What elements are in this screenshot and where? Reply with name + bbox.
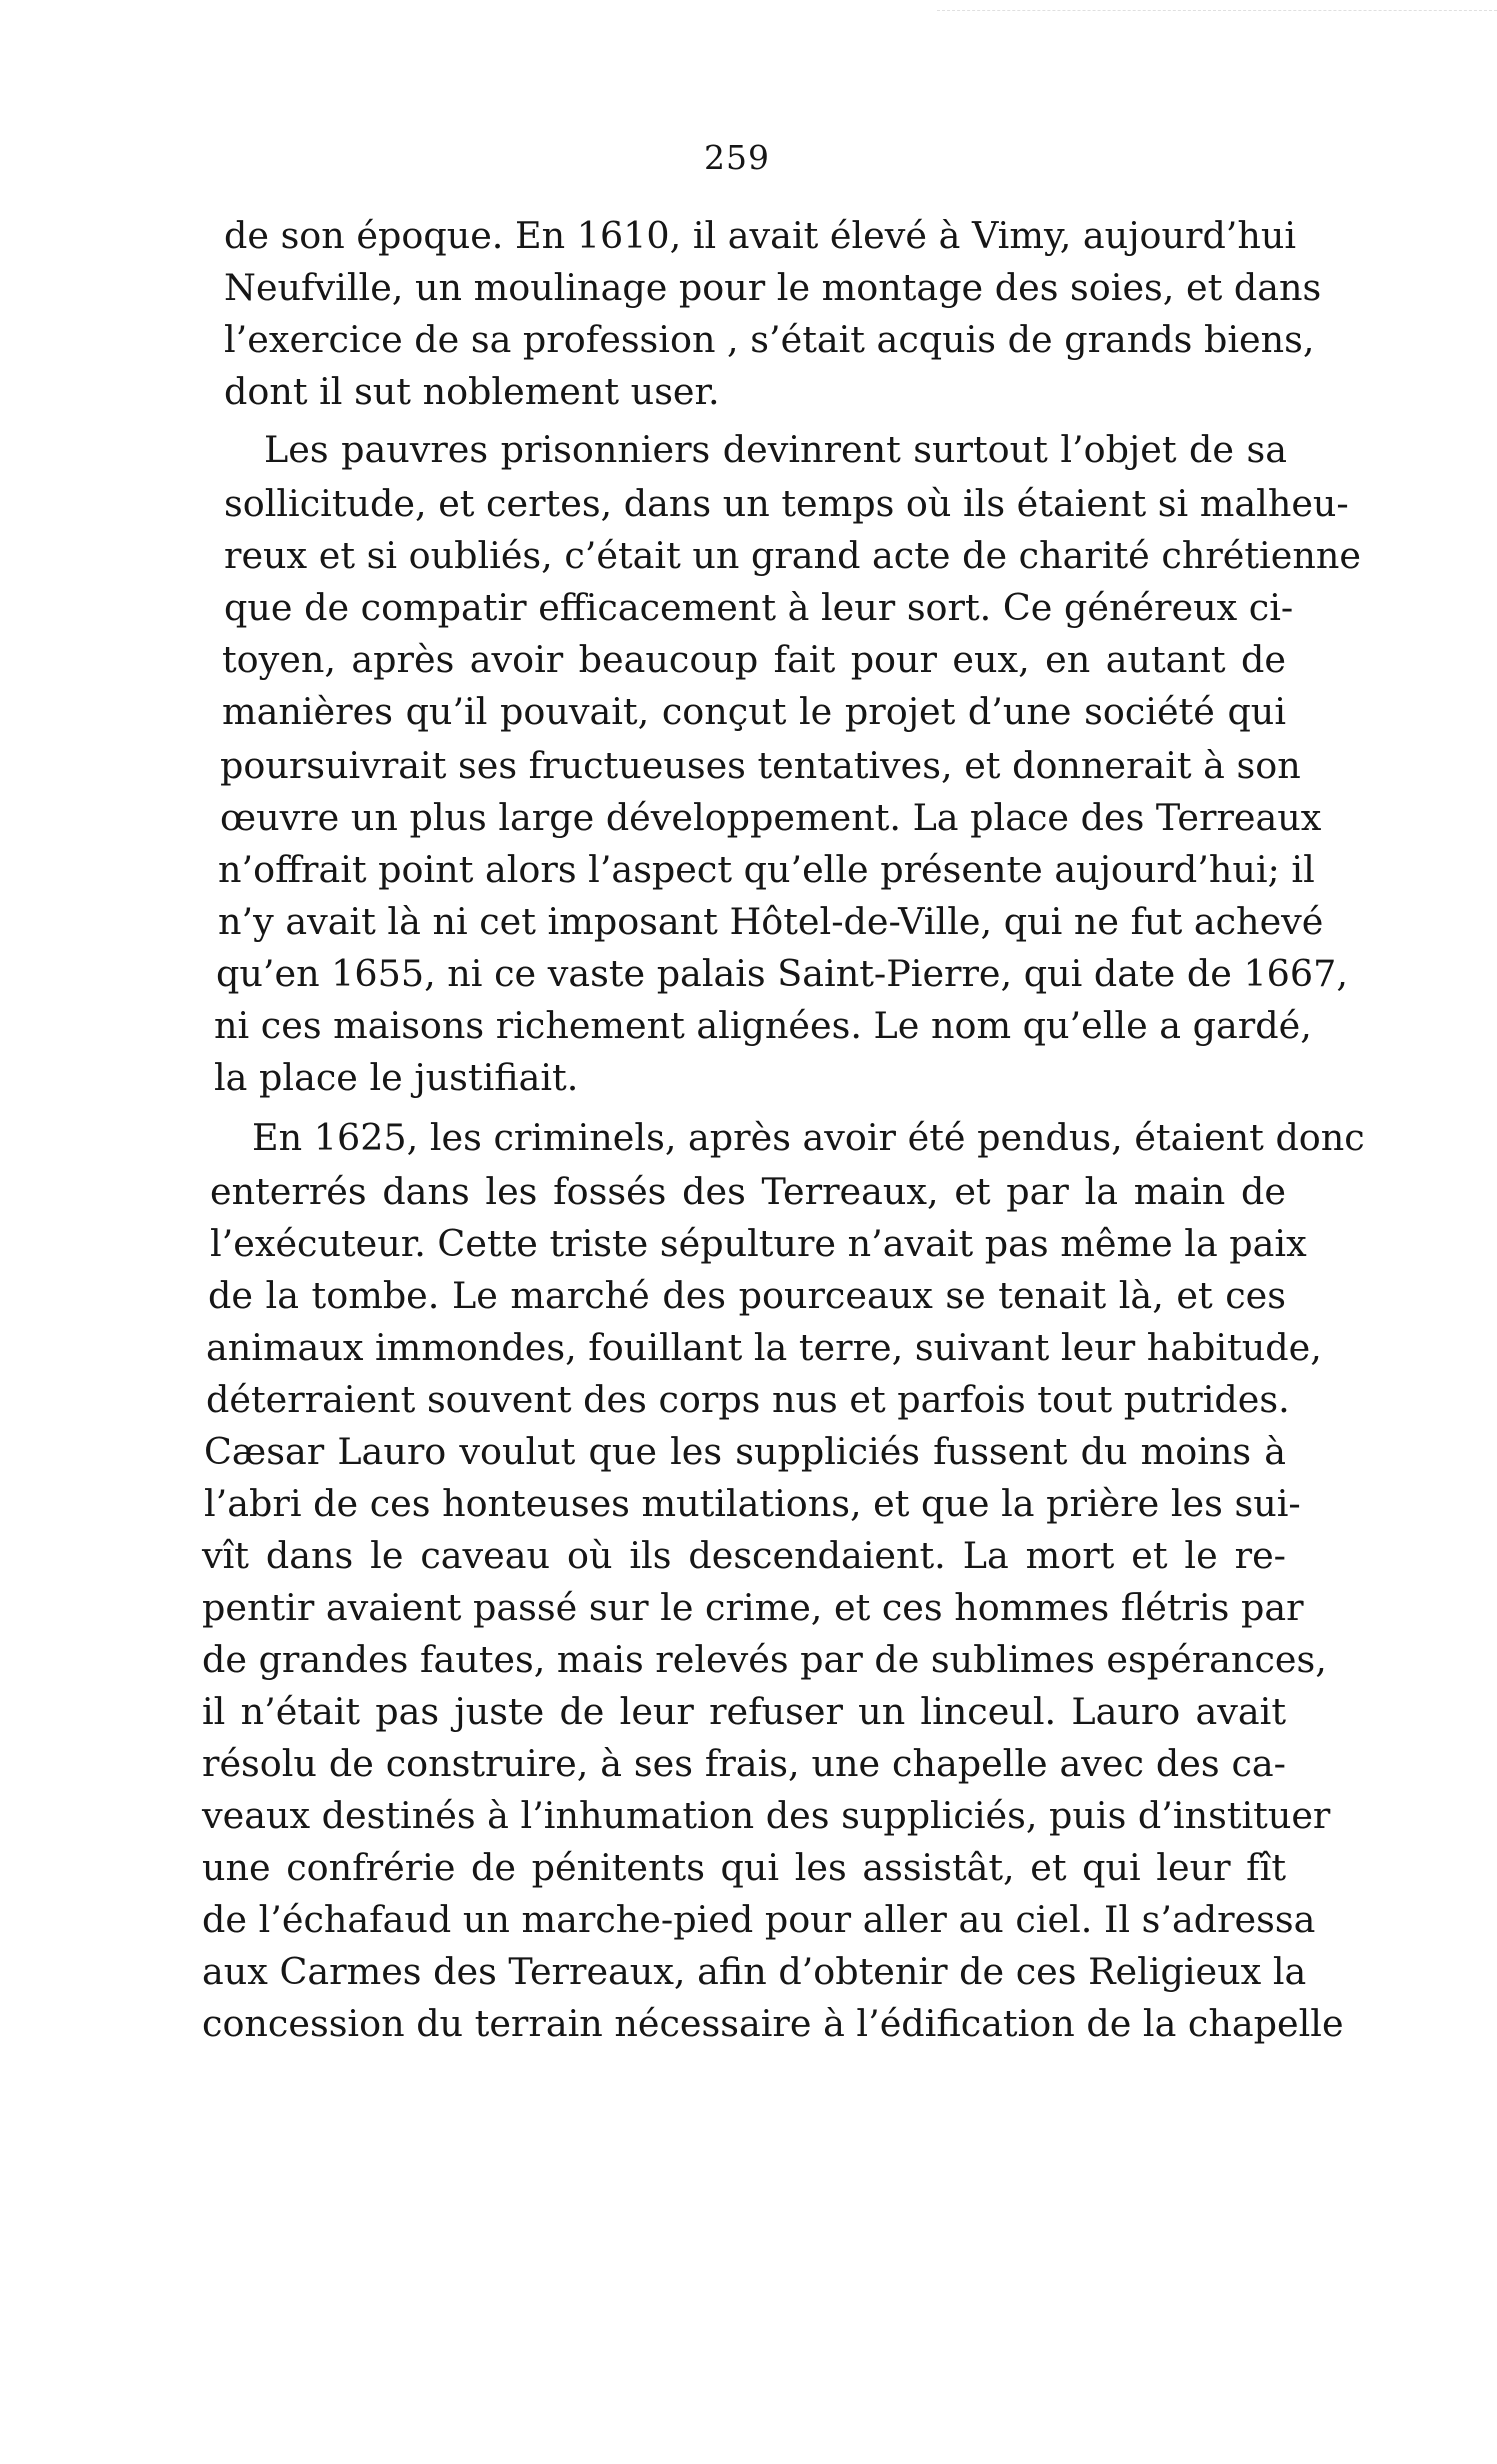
- text-line-22: animaux immondes, fouillant la terre, suivant leur habitude,: [206, 1326, 1322, 1369]
- text-line-34: aux Carmes des Terreaux, afin d’obtenir de ces Religieux la: [202, 1950, 1307, 1993]
- text-line-17: la place le justifiait.: [214, 1056, 579, 1099]
- text-line-32: une confrérie de pénitents qui les assistât, et qui leur fît: [202, 1846, 1286, 1889]
- text-line-33: de l’échafaud un marche-pied pour aller au ciel. Il s’adressa: [202, 1898, 1316, 1941]
- text-line-13: n’offrait point alors l’aspect qu’elle présente aujourd’hui; il: [218, 848, 1315, 891]
- text-line-20: l’exécuteur. Cette triste sépulture n’avait pas même la paix: [210, 1222, 1307, 1265]
- text-line-3: l’exercice de sa profession , s’était acquis de grands biens,: [224, 318, 1315, 361]
- text-line-19: enterrés dans les fossés des Terreaux, et par la main de: [210, 1170, 1286, 1213]
- text-line-12: œuvre un plus large développement. La place des Terreaux: [220, 796, 1322, 839]
- text-line-5: Les pauvres prisonniers devinrent surtout l’objet de sa: [264, 428, 1287, 471]
- text-line-26: vît dans le caveau où ils descendaient. La mort et le re-: [202, 1534, 1286, 1577]
- text-line-18: En 1625, les criminels, après avoir été pendus, étaient donc: [252, 1116, 1365, 1159]
- text-line-6: sollicitude, et certes, dans un temps où ils étaient si malheu-: [224, 482, 1349, 525]
- text-line-14: n’y avait là ni cet imposant Hôtel-de-Ville, qui ne fut achevé: [218, 900, 1324, 943]
- text-line-7: reux et si oubliés, c’était un grand acte de charité chrétienne: [224, 534, 1361, 577]
- text-line-35: concession du terrain nécessaire à l’édification de la chapelle: [202, 2002, 1344, 2045]
- text-line-25: l’abri de ces honteuses mutilations, et que la prière les sui-: [204, 1482, 1301, 1525]
- text-line-4: dont il sut noblement user.: [224, 370, 720, 413]
- text-line-29: il n’était pas juste de leur refuser un linceul. Lauro avait: [202, 1690, 1286, 1733]
- text-line-16: ni ces maisons richement alignées. Le nom qu’elle a gardé,: [214, 1004, 1312, 1047]
- text-line-2: Neufville, un moulinage pour le montage des soies, et dans: [224, 266, 1322, 309]
- text-line-28: de grandes fautes, mais relevés par de sublimes espérances,: [202, 1638, 1327, 1681]
- scan-edge-artifact: [937, 0, 1497, 11]
- text-line-10: manières qu’il pouvait, conçut le projet d’une société qui: [222, 690, 1286, 733]
- text-line-30: résolu de construire, à ses frais, une chapelle avec des ca-: [202, 1742, 1286, 1785]
- page-number: 259: [704, 138, 770, 177]
- text-line-1: de son époque. En 1610, il avait élevé à Vimy, aujourd’hui: [224, 214, 1297, 257]
- text-line-15: qu’en 1655, ni ce vaste palais Saint-Pierre, qui date de 1667,: [216, 952, 1348, 995]
- text-line-27: pentir avaient passé sur le crime, et ces hommes flétris par: [202, 1586, 1304, 1629]
- text-line-11: poursuivrait ses fructueuses tentatives, et donnerait à son: [220, 744, 1301, 787]
- text-line-9: toyen, après avoir beaucoup fait pour eux, en autant de: [222, 638, 1286, 681]
- text-line-8: que de compatir efficacement à leur sort. Ce généreux ci-: [224, 586, 1294, 629]
- text-line-23: déterraient souvent des corps nus et parfois tout putrides.: [206, 1378, 1290, 1421]
- text-line-21: de la tombe. Le marché des pourceaux se tenait là, et ces: [208, 1274, 1286, 1317]
- text-line-24: Cæsar Lauro voulut que les suppliciés fussent du moins à: [204, 1430, 1286, 1473]
- text-line-31: veaux destinés à l’inhumation des suppliciés, puis d’instituer: [202, 1794, 1331, 1837]
